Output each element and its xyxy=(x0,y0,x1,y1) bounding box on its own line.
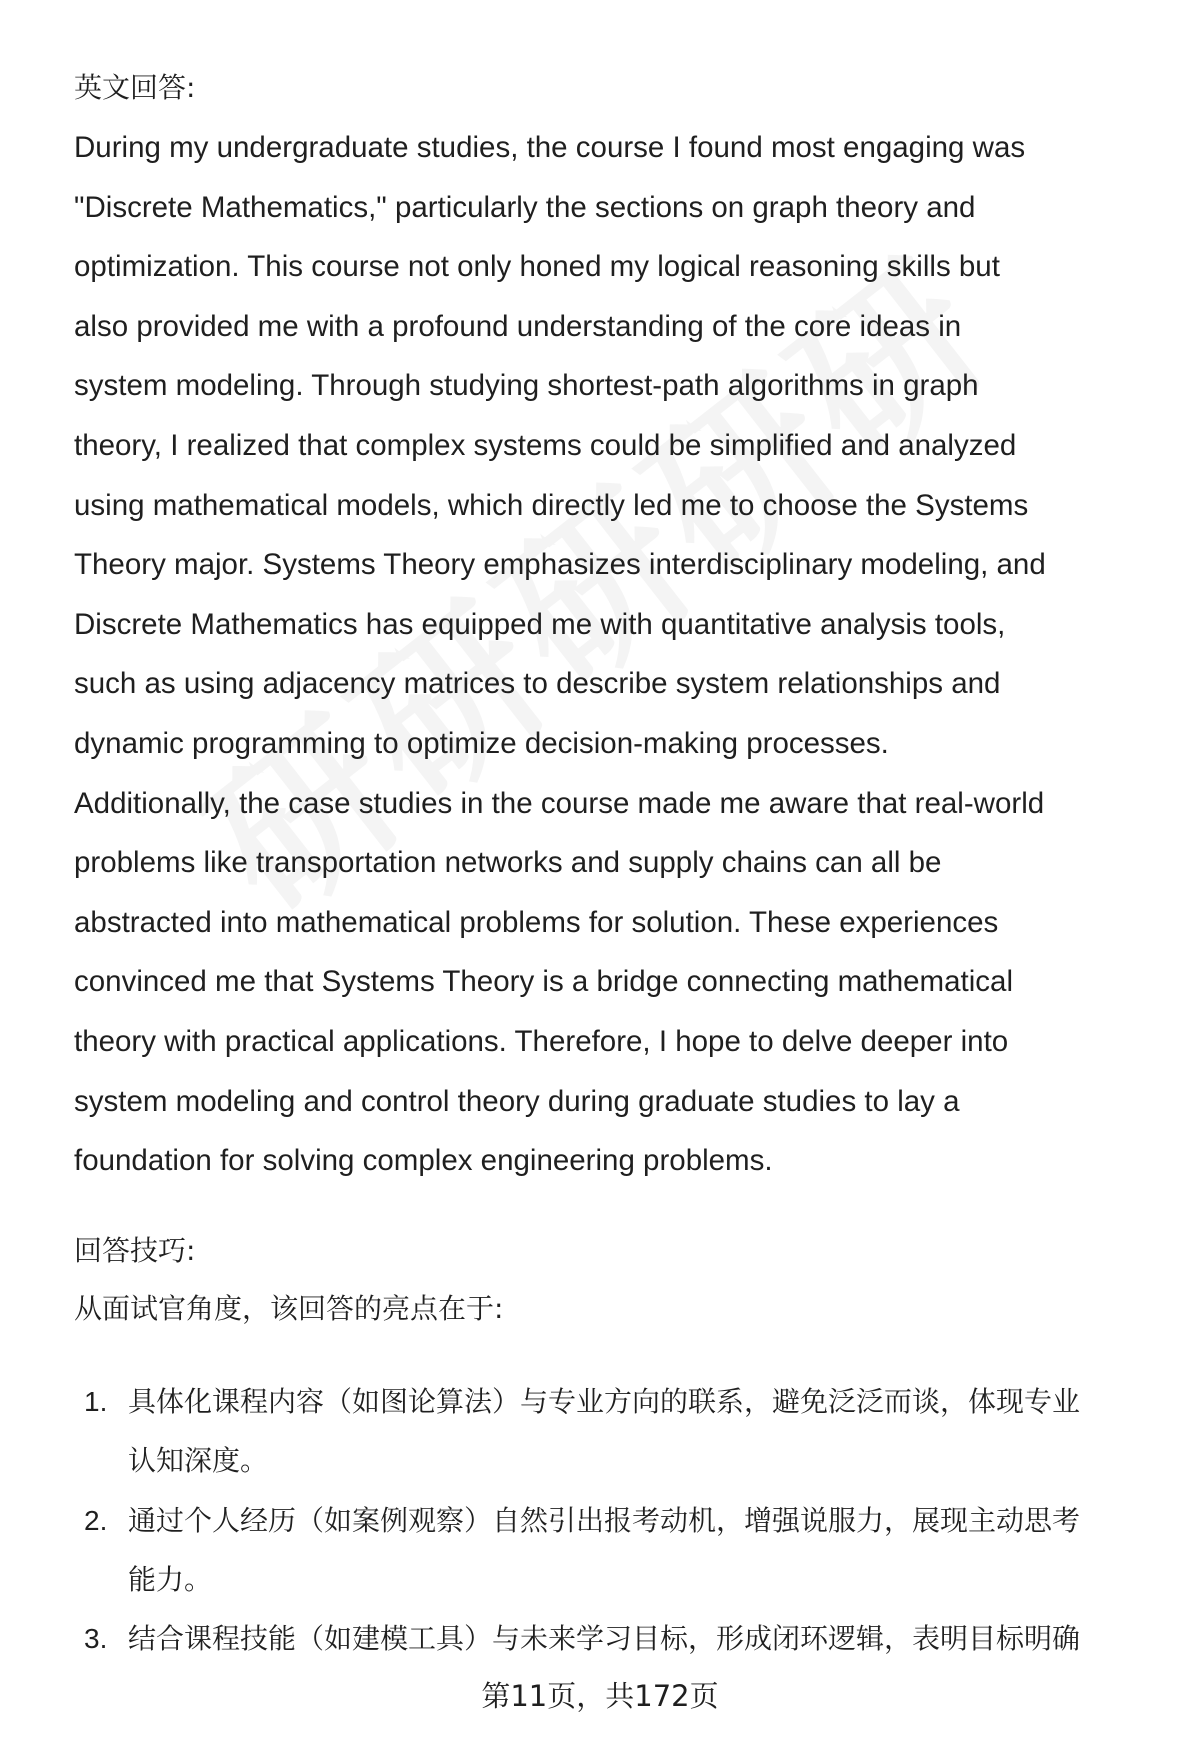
answer-line: Theory major. Systems Theory emphasizes interdisciplinary modeling, and xyxy=(74,548,1046,582)
list-number: 2. xyxy=(84,1505,108,1536)
page-number: 第11页，共172页 xyxy=(481,1679,719,1713)
answer-line: optimization. This course not only honed my logical reasoning skills but xyxy=(74,250,1000,284)
list-number: 3. xyxy=(84,1623,108,1654)
tips-intro: 从面试官角度，该回答的亮点在于: xyxy=(74,1292,504,1325)
english-answer-paragraph xyxy=(74,118,1144,1191)
answer-line: abstracted into mathematical problems for solution. These experiences xyxy=(74,905,999,939)
answer-line: "Discrete Mathematics," particularly the sections on graph theory and xyxy=(74,190,976,224)
answer-line: foundation for solving complex engineering problems. xyxy=(74,1144,773,1178)
list-text-line1: 通过个人经历（如案例观察）自然引出报考动机，增强说服力，展现主动思考 xyxy=(128,1504,1081,1537)
answer-line: theory with practical applications. Therefore, I hope to delve deeper into xyxy=(74,1024,1009,1058)
answer-line: Discrete Mathematics has equipped me with quantitative analysis tools, xyxy=(74,607,1006,641)
answer-line: using mathematical models, which directly led me to choose the Systems xyxy=(74,488,1029,522)
answer-line: convinced me that Systems Theory is a bridge connecting mathematical xyxy=(74,965,1014,999)
answer-line: problems like transportation networks and supply chains can all be xyxy=(74,846,942,880)
list-number: 1. xyxy=(84,1386,108,1417)
list-text-line2: 能力。 xyxy=(128,1563,213,1596)
list-text-line2: 认知深度。 xyxy=(128,1444,269,1477)
list-text-line1: 结合课程技能（如建模工具）与未来学习目标，形成闭环逻辑，表明目标明确 xyxy=(128,1622,1081,1655)
list-text-line1: 具体化课程内容（如图论算法）与专业方向的联系，避免泛泛而谈，体现专业 xyxy=(128,1385,1081,1418)
answer-line: also provided me with a profound understanding of the core ideas in xyxy=(74,309,962,343)
answer-line: such as using adjacency matrices to describe system relationships and xyxy=(74,667,1001,701)
tips-heading: 回答技巧: xyxy=(74,1234,196,1267)
english-answer-heading: 英文回答: xyxy=(74,71,196,104)
answer-line: During my undergraduate studies, the course I found most engaging was xyxy=(74,131,1026,164)
answer-line: system modeling. Through studying shortest-path algorithms in graph xyxy=(74,369,979,403)
answer-line: system modeling and control theory during graduate studies to lay a xyxy=(74,1084,960,1118)
answer-line: Additionally, the case studies in the course made me aware that real-world xyxy=(74,786,1045,820)
answer-line: dynamic programming to optimize decision-making processes. xyxy=(74,726,889,760)
answer-line: theory, I realized that complex systems could be simplified and analyzed xyxy=(74,428,1017,462)
